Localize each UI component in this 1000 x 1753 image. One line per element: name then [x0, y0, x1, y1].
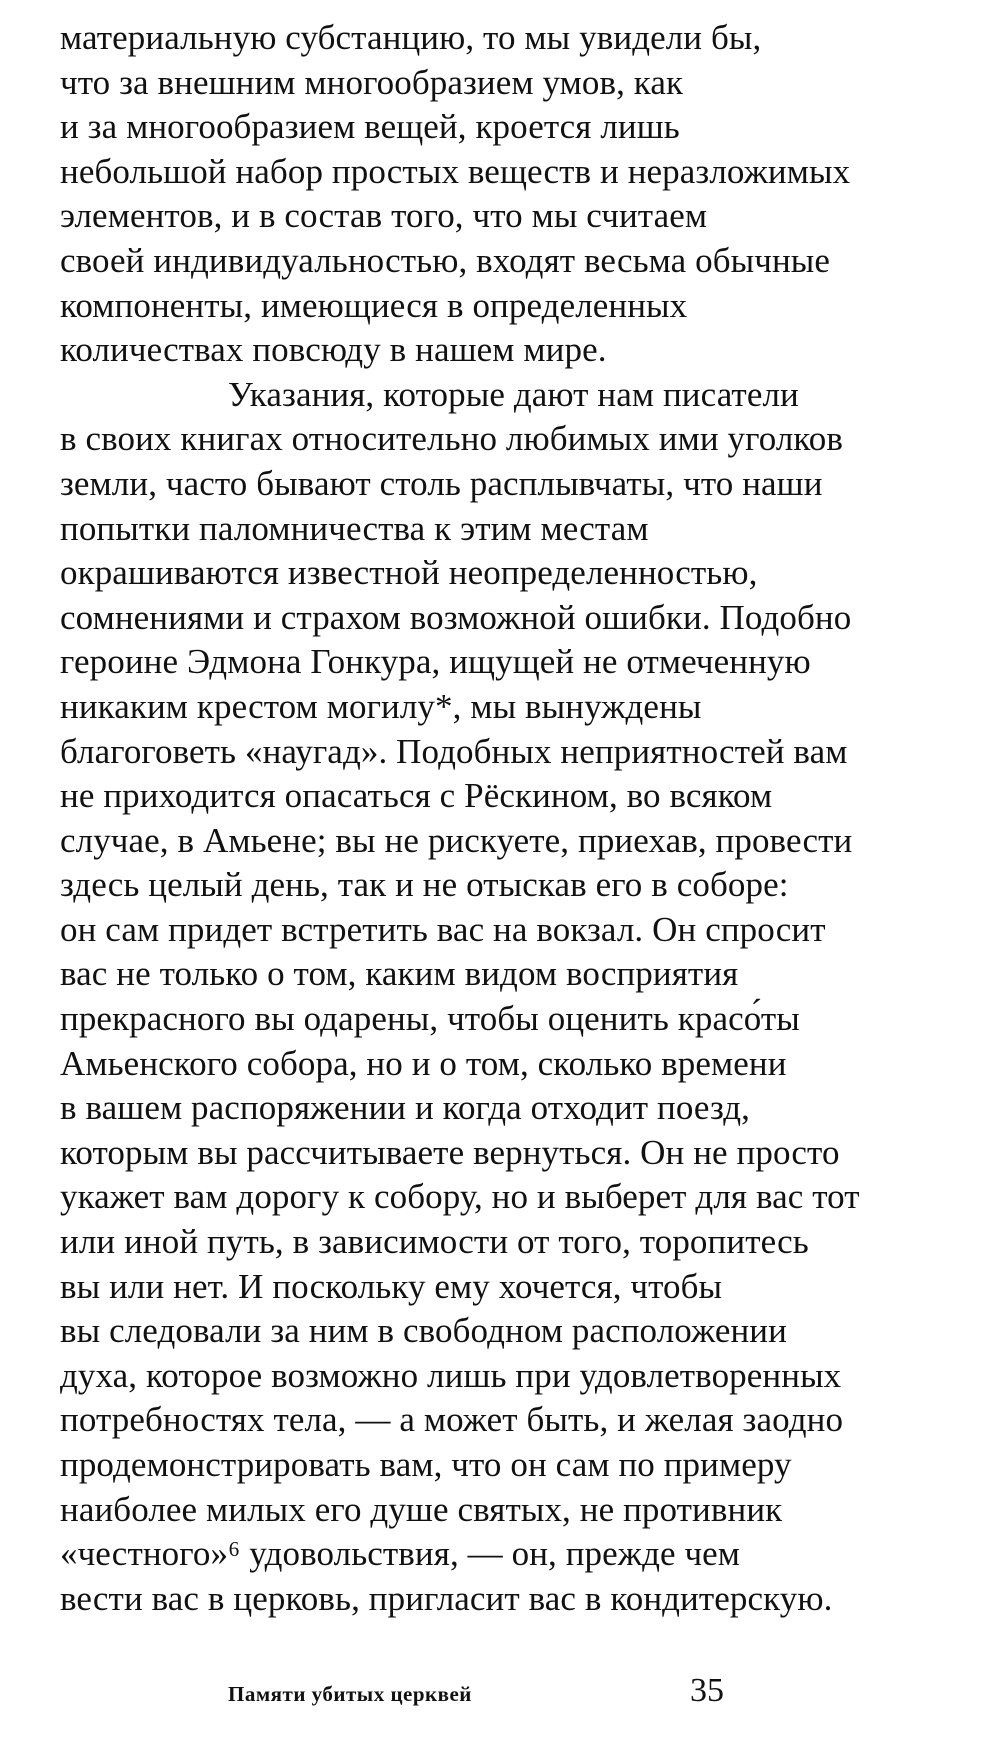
text-line: попытки паломничества к этим местам: [60, 508, 649, 548]
text-line: которым вы рассчитываете вернуться. Он не просто: [60, 1132, 840, 1172]
text-line: элементов, и в состав того, что мы считаем: [60, 196, 708, 236]
text-line: в вашем распоряжении и когда отходит поезд,: [60, 1088, 751, 1128]
text-line: не приходится опасаться с Рёскином, во всяком: [60, 776, 773, 816]
text-line: прекрасного вы одарены, чтобы оценить красо́ты: [60, 999, 800, 1039]
text-line: продемонстрировать вам, что он сам по примеру: [60, 1445, 792, 1484]
text-line: своей индивидуальностью, входят весьма обычные: [60, 240, 831, 280]
text-line: количествах повсюду в нашем мире.: [60, 330, 607, 370]
text-line: наиболее милых его душе святых, не противник: [60, 1489, 783, 1529]
text-line: небольшой набор простых веществ и неразложимых: [60, 151, 851, 191]
text-line: духа, которое возможно лишь при удовлетворенных: [60, 1355, 842, 1395]
text-line: земли, часто бывают столь расплывчаты, что наши: [60, 463, 823, 503]
text-line: сомнениями и страхом возможной ошибки. Подобно: [60, 597, 852, 637]
running-title: Памяти убитых церквей: [228, 1682, 472, 1706]
body-text: [60, 16, 960, 1621]
text-line: вы или нет. И поскольку ему хочется, чтобы: [60, 1266, 723, 1306]
page-footer: [0, 1672, 1000, 1722]
text-line: материальную субстанцию, то мы увидели бы,: [60, 18, 762, 57]
text-line: что за внешним многообразием умов, как: [60, 62, 684, 102]
text-line: потребностях тела, — а может быть, и желая заодно: [60, 1400, 844, 1440]
text-line: здесь целый день, так и не отыскав его в соборе:: [60, 865, 789, 905]
text-line: «честного»⁶ удовольствия, — он, прежде чем: [60, 1534, 741, 1574]
page-number: 35: [690, 1672, 724, 1709]
text-line: Указания, которые дают нам писатели: [228, 374, 799, 414]
text-line: укажет вам дорогу к собору, но и выберет для вас тот: [60, 1177, 860, 1217]
text-line: он сам придет встретить вас на вокзал. Он спросит: [60, 909, 826, 949]
text-line: окрашиваются известной неопределенностью,: [60, 553, 758, 593]
text-line: вас не только о том, каким видом восприятия: [60, 954, 739, 994]
text-line: в своих книгах относительно любимых ими уголков: [60, 419, 843, 459]
text-line: вести вас в церковь, пригласит вас в кондитерскую.: [60, 1578, 833, 1618]
text-line: случае, в Амьене; вы не рискуете, приехав, провести: [60, 820, 853, 860]
text-line: героине Эдмона Гонкура, ищущей не отмеченную: [60, 642, 811, 682]
text-line: вы следовали за ним в свободном расположении: [60, 1311, 787, 1351]
text-line: Амьенского собора, но и о том, сколько времени: [60, 1043, 787, 1083]
text-line: компоненты, имеющиеся в определенных: [60, 285, 688, 325]
text-line: и за многообразием вещей, кроется лишь: [60, 107, 680, 147]
text-line: никаким крестом могилу*, мы вынуждены: [60, 686, 702, 726]
text-line: или иной путь, в зависимости от того, торопитесь: [60, 1222, 809, 1262]
text-line: благоговеть «наугад». Подобных неприятностей вам: [60, 731, 848, 771]
